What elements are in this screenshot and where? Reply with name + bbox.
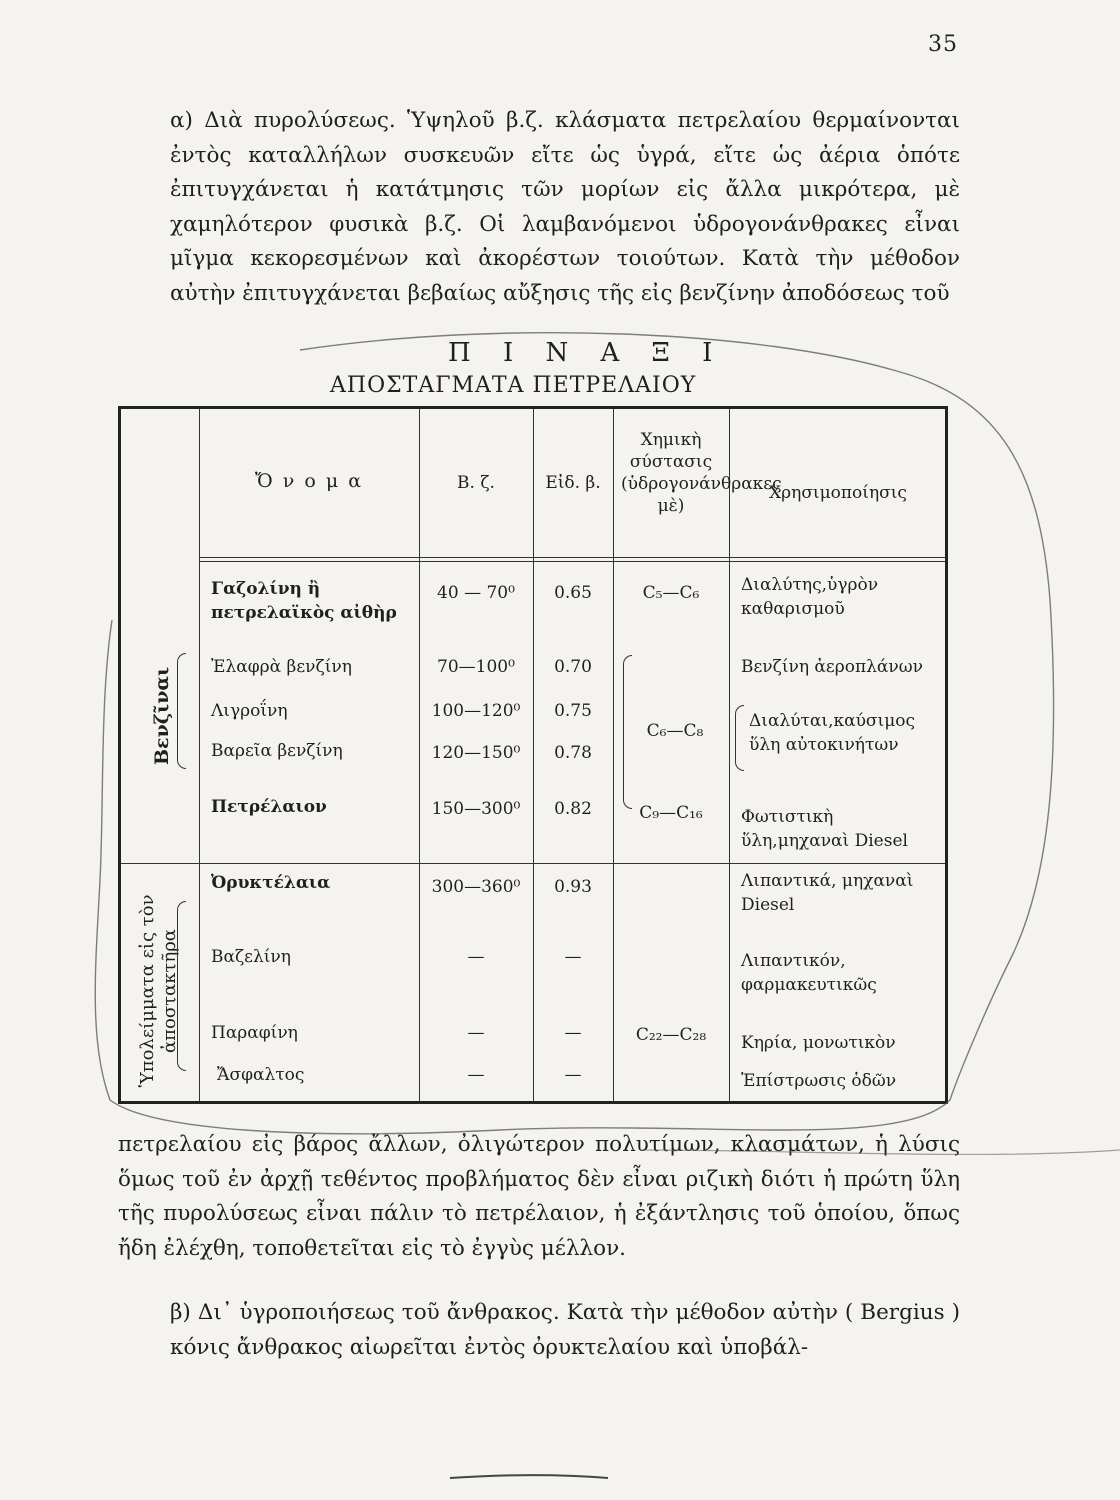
row-use: Διαλύται,καύσιμος ὕλη αὐτοκινήτων	[749, 711, 915, 755]
row-density: —	[564, 1065, 582, 1085]
table-subtitle: ΑΠΟΣΤΑΓΜΑΤΑ ΠΕΤΡΕΛΑΙΟΥ	[330, 373, 697, 398]
row-use: Διαλύτης,ὑγρὸν καθαρισμοῦ	[741, 575, 879, 619]
row-density: 0.65	[554, 583, 592, 603]
group-label-residues: Ὑπολείμματα εἰς τὸν ἀποστακτῆρα	[137, 894, 180, 1088]
paragraph-bergius	[118, 1296, 960, 1365]
row-bp: —	[467, 1023, 485, 1043]
row-name: Βαζελίνη	[211, 947, 291, 967]
row-density: —	[564, 947, 582, 967]
row-name: Βαρεῖα βενζίνη	[211, 741, 343, 761]
row-composition: C₉—C₁₆	[639, 803, 703, 823]
paragraph-text: πετρελαίου εἰς βάρος ἄλλων, ὀλιγώτερον πολυτίμων, κλασμάτων, ἡ λύσις ὅμως τοῦ ἐν ἀρχῇ τεθέντος προβλήματος δὲν εἶναι ριζικὴ διότι ἡ πρώτη ὕλη τῆς πυρολύσεως εἶναι πάλιν τὸ πετρέλαιον, ἡ ἐξάντλησις τοῦ ὁποίου, ὅπως ἤδη ἐλέχθη, τοποθετεῖται εἰς τὸ ἐγγὺς μέλλον.	[118, 1132, 960, 1261]
row-name: Γαζολίνη ἢ πετρελαϊκὸς αἰθὴρ	[211, 579, 397, 623]
group-label-benzines: Βενζῖναι	[151, 666, 173, 765]
header-bp: Β. ζ.	[457, 473, 495, 493]
row-bp: —	[467, 1065, 485, 1085]
row-composition: C₂₂—C₂₈	[635, 1025, 707, 1045]
header-name: Ὄ ν ο μ α	[254, 470, 364, 492]
table-divider	[729, 409, 730, 1101]
row-name: Λιγροΐνη	[211, 701, 288, 721]
group-divider	[121, 863, 945, 864]
row-density: 0.93	[554, 877, 592, 897]
row-bp: 100—120⁰	[431, 701, 521, 721]
row-bp: 70—100⁰	[437, 657, 515, 677]
row-bp: 150—300⁰	[431, 799, 521, 819]
composition-bracket	[623, 655, 632, 809]
paragraph-pyrolysis	[118, 104, 960, 311]
row-bp: 40 — 70⁰	[437, 583, 515, 603]
row-name: Ἐλαφρὰ βενζίνη	[211, 657, 352, 677]
row-name: Παραφίνη	[211, 1023, 298, 1043]
header-divider	[199, 557, 945, 558]
table-title: Π Ι Ν Α Ξ Ι	[448, 338, 725, 368]
row-name: Ἄσφαλτος	[217, 1065, 305, 1085]
row-name: Πετρέλαιον	[211, 797, 327, 817]
row-density: 0.78	[554, 743, 592, 763]
row-density: 0.70	[554, 657, 592, 677]
use-bracket	[735, 705, 744, 771]
paragraph-continuation	[118, 1128, 960, 1266]
row-bp: 300—360⁰	[431, 877, 521, 897]
group-bracket	[177, 653, 186, 769]
row-use: Φωτιστικὴ ὕλη,μηχαναὶ Diesel	[741, 807, 908, 851]
row-use: Ἐπίστρωσις ὁδῶν	[741, 1071, 897, 1091]
group-bracket	[177, 901, 186, 1071]
row-composition: C₆—C₈	[646, 721, 704, 741]
header-composition: Χημικὴ σύστασις (ὑδρογονάνθρακες μὲ)	[621, 430, 782, 516]
paragraph-text: α) Διὰ πυρολύσεως. Ὑψηλοῦ β.ζ. κλάσματα πετρελαίου θερμαίνονται ἐντὸς καταλλήλων συσκευῶν εἴτε ὡς ὑγρά, εἴτε ὡς ἀέρια ὁπότε ἐπιτυγχάνεται ἡ κατάτμησις τῶν μορίων εἰς ἄλλα μικρότερα, μὲ χαμηλότερον φυσικὰ β.ζ. Οἱ λαμβανόμενοι ὑδρογονάνθρακες εἶναι μῖγμα κεκορεσμένων καὶ ἀκορέστων τοιούτων. Κατὰ τὴν μέθοδον αὐτὴν ἐπιτυγχάνεται βεβαίως αὔξησις τῆς εἰς βενζίνην ἀποδόσεως τοῦ	[170, 108, 960, 306]
table-divider	[199, 409, 200, 1101]
row-use: Λιπαντικόν, φαρμακευτικῶς	[741, 951, 877, 995]
header-use: Χρησιμοποίησις	[769, 483, 907, 503]
page-number: 35	[928, 32, 958, 57]
row-density: —	[564, 1023, 582, 1043]
distillates-table	[118, 406, 948, 1104]
header-density: Εἰδ. β.	[545, 473, 601, 493]
row-use: Λιπαντικά, μηχαναὶ Diesel	[741, 871, 914, 915]
row-use: Βενζίνη ἀεροπλάνων	[741, 657, 923, 677]
header-divider	[199, 561, 945, 562]
row-density: 0.82	[554, 799, 592, 819]
row-name: Ὀρυκτέλαια	[211, 873, 331, 893]
row-bp: 120—150⁰	[431, 743, 521, 763]
row-use: Κηρία, μονωτικὸν	[741, 1033, 896, 1053]
row-bp: —	[467, 947, 485, 967]
table-divider	[613, 409, 614, 1101]
paragraph-text: β) Δι᾽ ὑγροποιήσεως τοῦ ἄνθρακος. Κατὰ τὴν μέθοδον αὐτὴν ( Bergius ) κόνις ἄνθρακος αἰωρεῖται ἐντὸς ὀρυκτελαίου καὶ ὑποβάλ-	[170, 1300, 960, 1360]
row-composition: C₅—C₆	[642, 583, 700, 603]
row-density: 0.75	[554, 701, 592, 721]
